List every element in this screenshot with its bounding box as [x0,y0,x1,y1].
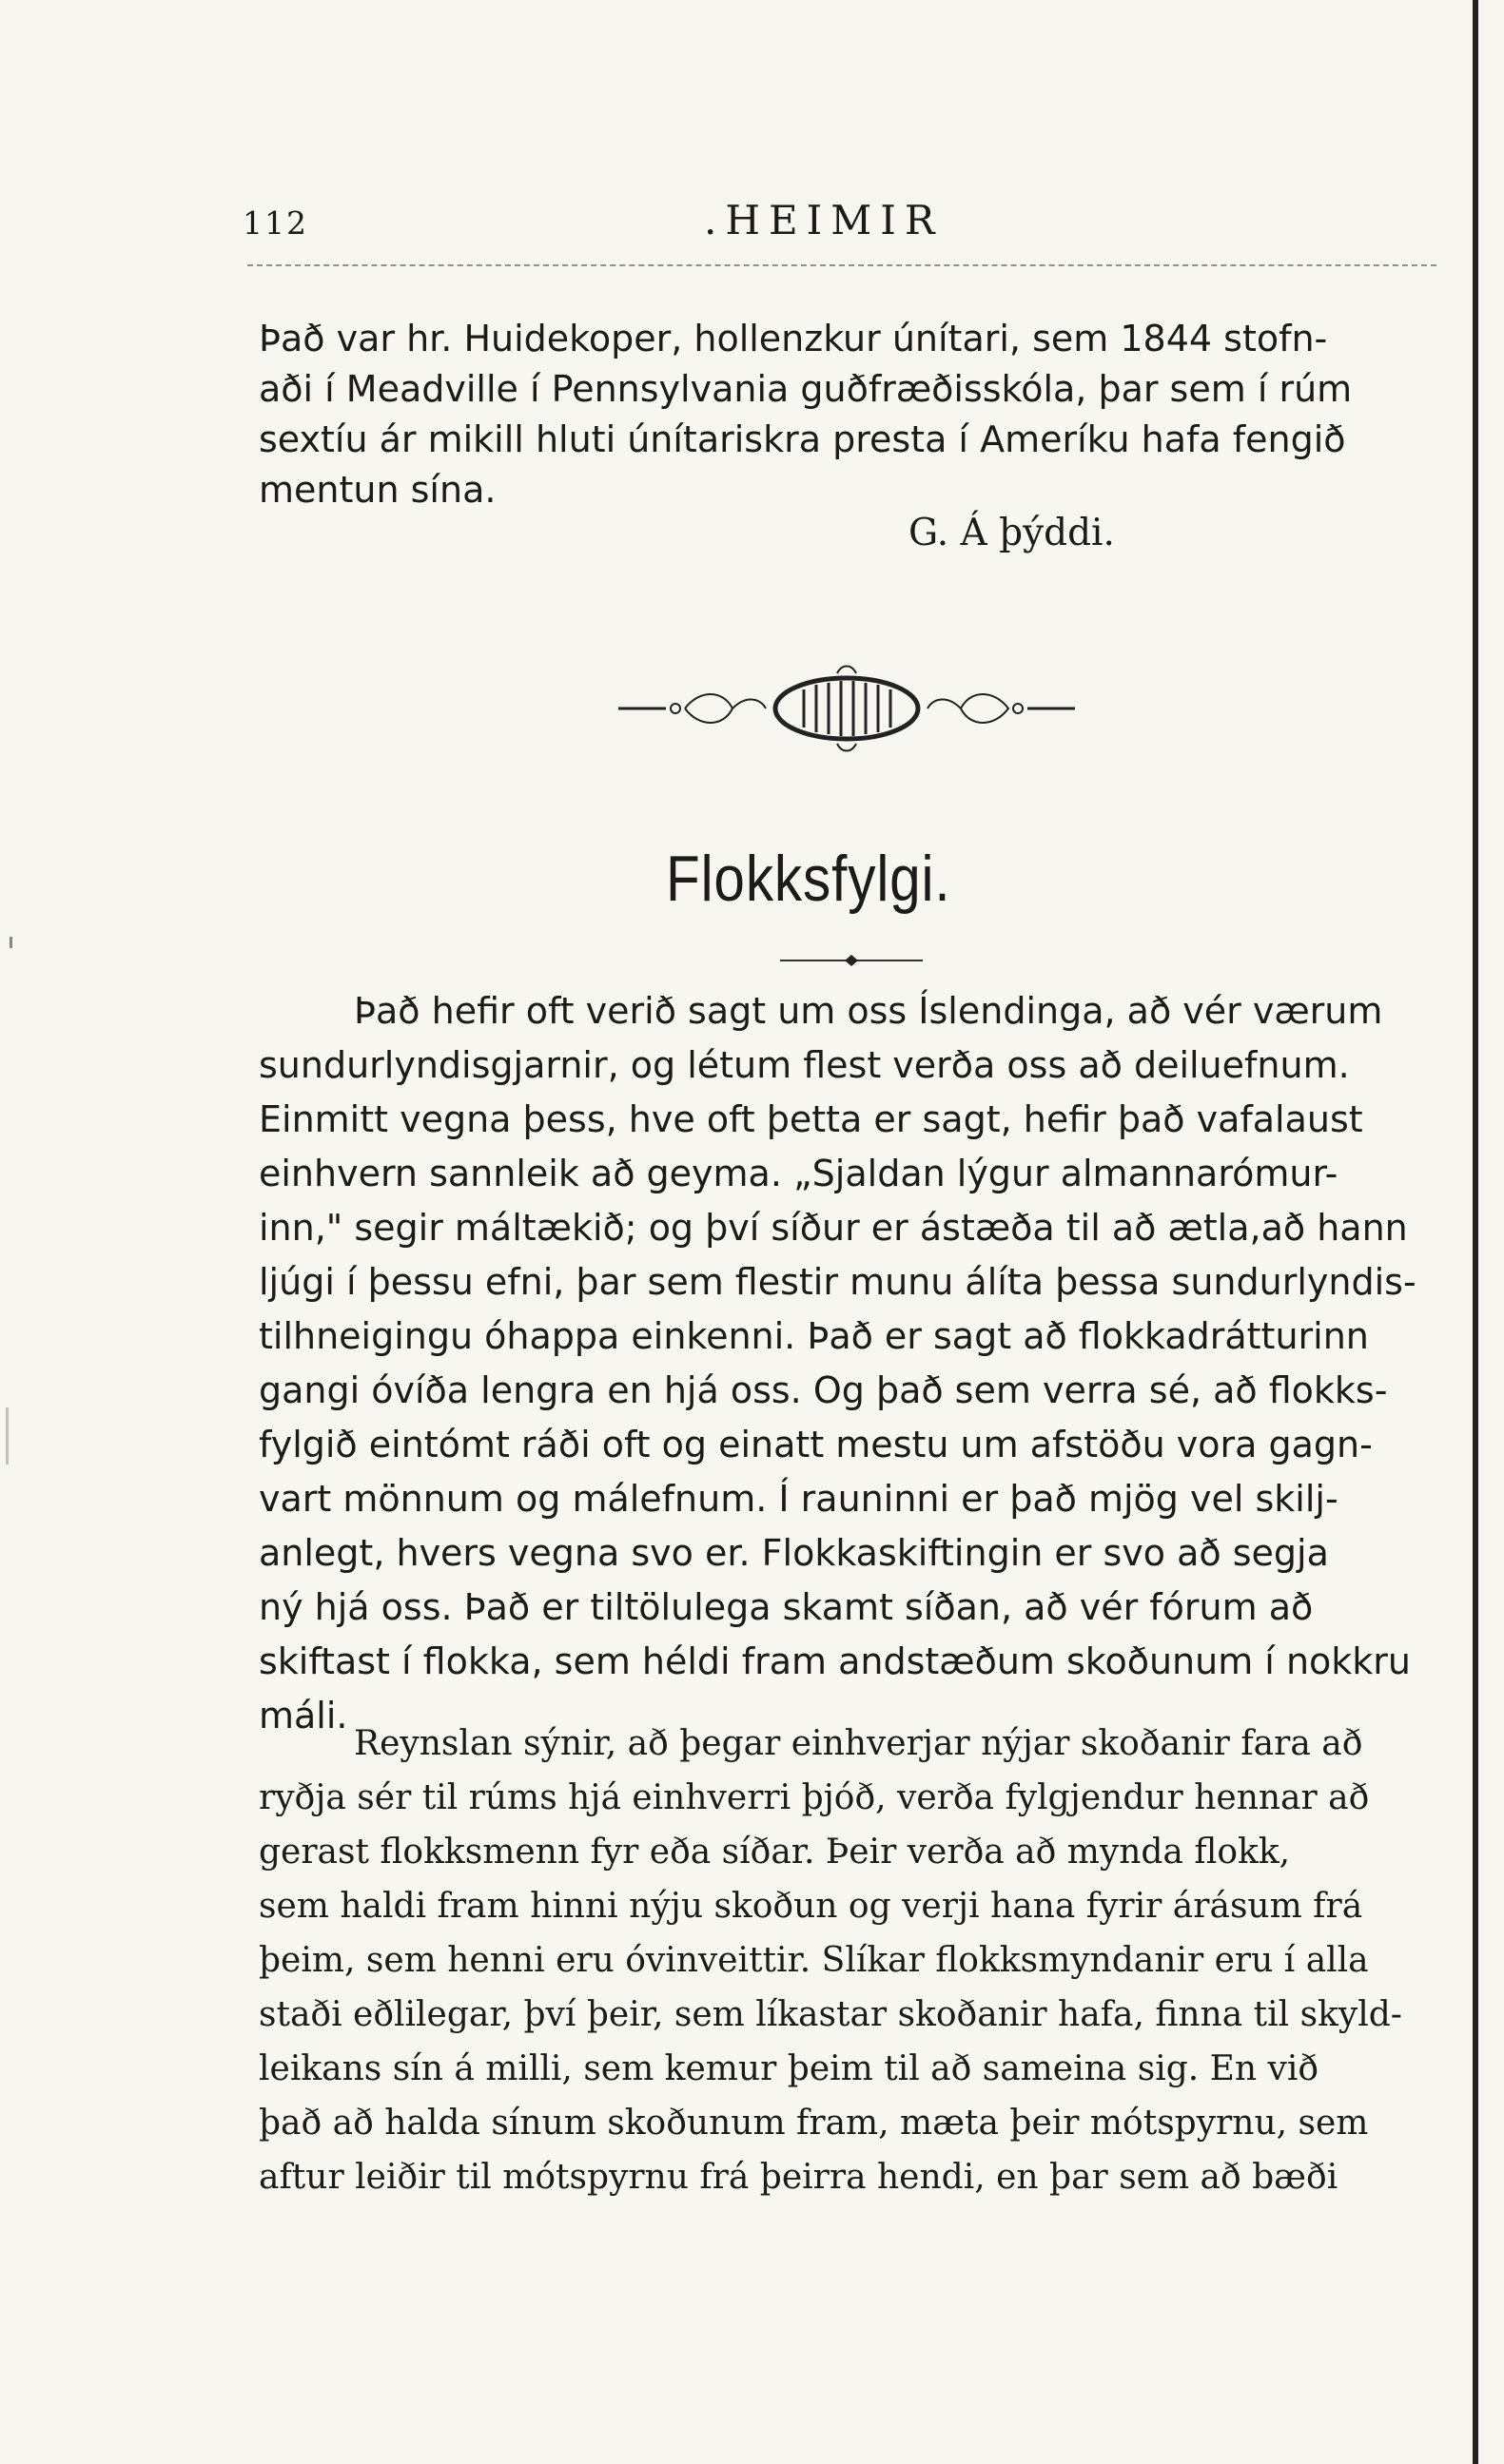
text-line: aði í Meadville í Pennsylvania guðfræðisskóla, þar sem í rúm [259,368,1353,410]
text-line: sextíu ár mikill hluti únítariskra presta í Ameríku hafa fengið [259,418,1346,460]
text-line: vart mönnum og málefnum. Í rauninni er það mjög vel skilj- [259,1478,1338,1520]
text-line: Einmitt vegna þess, hve oft þetta er sagt, hefir það vafalaust [259,1098,1363,1140]
text-line: tilhneigingu óhappa einkenni. Það er sagt að flokkadrátturinn [259,1315,1369,1357]
text-line: ljúgi í þessu efni, þar sem flestir munu álíta þessa sundurlyndis- [259,1261,1416,1303]
text-line: aftur leiðir til mótspyrnu frá þeirra hendi, en þar sem að bæði [259,2158,1338,2197]
text-line: Það var hr. Huidekoper, hollenzkur únítari, sem 1844 stofn- [259,318,1328,359]
text-line: ný hjá oss. Það er tiltölulega skamt síðan, að vér fórum að [259,1586,1314,1628]
text-line: mentun sína. [259,469,497,511]
text-line: ryðja sér til rúms hjá einhverri þjóð, verða fylgjendur hennar að [259,1778,1370,1817]
text-line: anlegt, hvers vegna svo er. Flokkaskiftingin er svo að segja [259,1532,1329,1574]
margin-speck [10,937,12,948]
text-line: þeim, sem henni eru óvinveittir. Slíkar flokksmyndanir eru í alla [259,1941,1369,1980]
header-rule [247,264,1436,269]
text-line: inn," segir máltækið; og því síður er ástæða til að ætla,að hann [259,1207,1408,1249]
main-paragraph [259,984,1467,1743]
text-line: einhvern sannleik að geyma. „Sjaldan lýgur almannarómur- [259,1153,1338,1194]
section-title: Flokksfylgi. [666,843,951,915]
page-edge-shadow [1473,0,1478,2464]
text-line: skiftast í flokka, sem héldi fram andstæðum skoðunum í nokkru [259,1640,1411,1682]
title-divider-icon [780,951,923,970]
text-line: staði eðlilegar, því þeir, sem líkastar skoðanir hafa, finna til skyld- [259,1995,1402,2034]
text-line: máli. [259,1695,348,1736]
translator-signature: G. Á þýddi. [908,512,1115,554]
intro-paragraph [259,314,1467,515]
text-line: gangi óvíða lengra en hjá oss. Og það sem verra sé, að flokks- [259,1369,1388,1411]
text-line: fylgið eintómt ráði oft og einatt mestu um afstöðu vora gagn- [259,1424,1373,1465]
text-line: sundurlyndisgjarnir, og létum flest verða oss að deiluefnum. [259,1044,1350,1086]
margin-speck [6,1407,9,1465]
text-line: gerast flokksmenn fyr eða síðar. Þeir verða að mynda flokk, [259,1833,1291,1872]
decorative-scroll-ornament-icon [609,656,1084,761]
page-number: 112 [243,204,308,242]
text-line: það að halda sínum skoðunum fram, mæta þeir mótspyrnu, sem [259,2104,1369,2143]
text-line: Það hefir oft verið sagt um oss Íslendinga, að vér værum [354,990,1383,1032]
text-line: sem haldi fram hinni nýju skoðun og verji hana fyrir árásum frá [259,1887,1363,1926]
running-head: .HEIMIR [704,197,944,243]
second-paragraph [259,1717,1467,2204]
text-line: Reynslan sýnir, að þegar einhverjar nýjar skoðanir fara að [354,1724,1363,1763]
text-line: leikans sín á milli, sem kemur þeim til að sameina sig. En við [259,2049,1319,2088]
